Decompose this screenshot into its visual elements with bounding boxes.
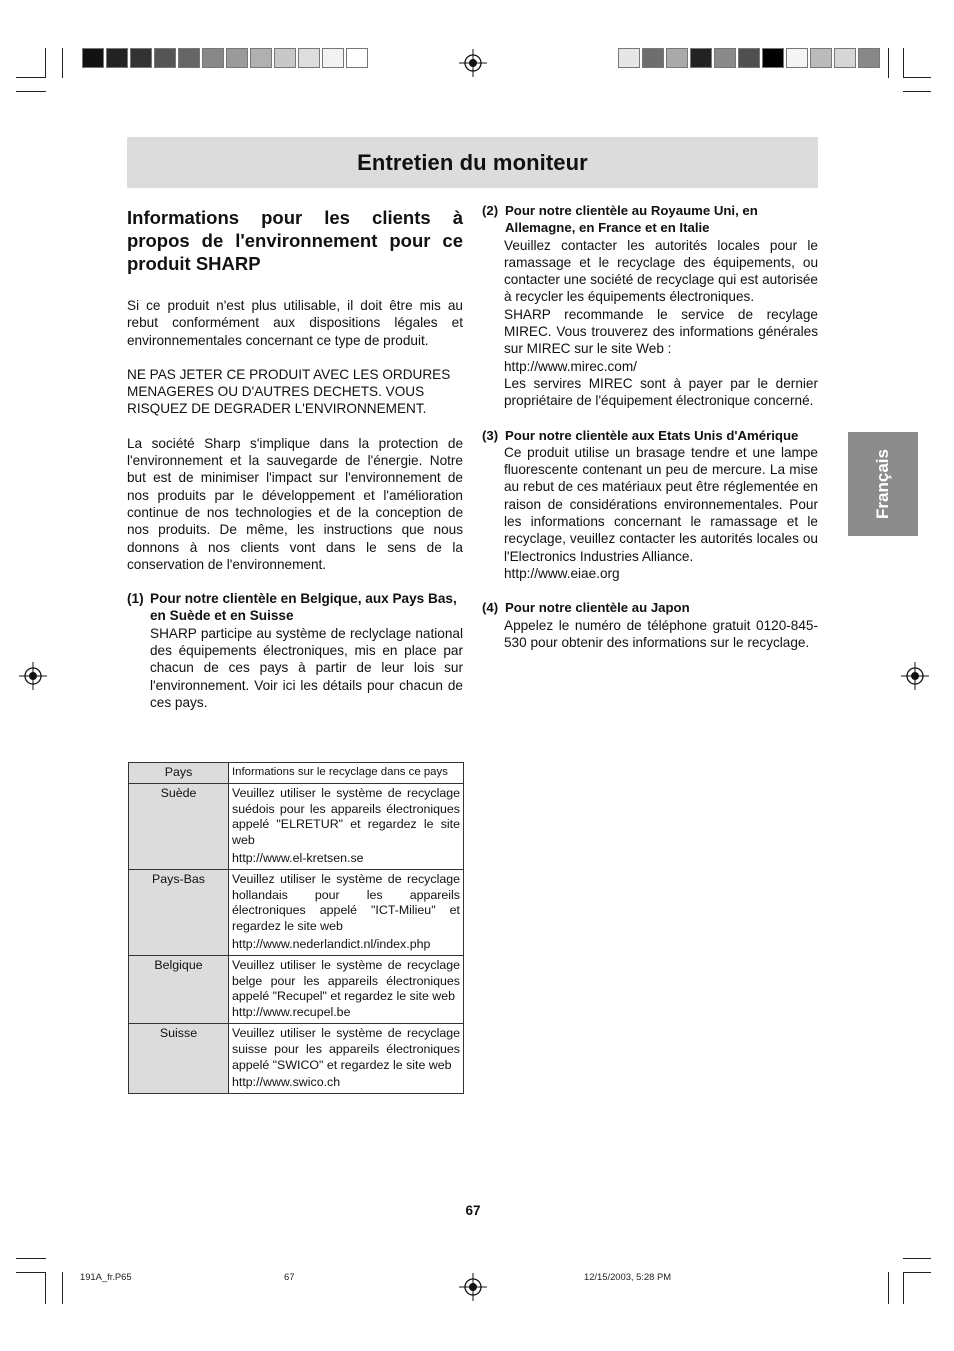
info-text: Veuillez utiliser le système de recyclage belge pour les appareils électroniques appelé "Recupel" et regardez le site web (232, 957, 460, 1004)
color-swatch (130, 48, 152, 68)
color-swatch (642, 48, 664, 68)
list-item-body (482, 237, 818, 410)
list-item-japan (482, 599, 818, 651)
list-item-uk-de-fr-it (482, 202, 818, 410)
footer-timestamp: 12/15/2003, 5:28 PM (584, 1271, 672, 1282)
registration-mark-icon (459, 49, 487, 77)
info-text: Veuillez utiliser le système de recyclage suédois pour les appareils électroniques appelé "ELRETUR" et regardez le site web (232, 785, 460, 848)
page-title-band (127, 137, 818, 188)
crop-mark (16, 77, 46, 78)
table-row (129, 955, 464, 1023)
color-swatch (178, 48, 200, 68)
color-swatch (834, 48, 856, 68)
right-column (482, 202, 818, 668)
list-item-europe-north (127, 590, 463, 711)
table-header-row (129, 763, 464, 784)
registration-mark-icon (19, 662, 47, 690)
color-swatch (618, 48, 640, 68)
column-header-country: Pays (129, 763, 229, 784)
body-text: SHARP recommande le service de recylage MIREC. Vous trouverez des informations générales sur MIREC sur le site Web : (504, 306, 818, 357)
recycling-table (128, 762, 464, 1094)
crop-mark (45, 48, 46, 78)
list-item-number: (2) (482, 203, 499, 218)
registration-mark-icon (901, 662, 929, 690)
body-url: http://www.mirec.com/ (504, 358, 637, 374)
column-header-info: Informations sur le recyclage dans ce pays (229, 763, 464, 784)
crop-mark (62, 1272, 63, 1304)
body-text: Les servires MIREC sont à payer par le dernier propriétaire de l'équipement électronique concerné. (504, 375, 818, 409)
country-cell: Suède (129, 783, 229, 869)
info-url: http://www.swico.ch (232, 1075, 341, 1090)
color-swatch (226, 48, 248, 68)
crop-mark (45, 1272, 46, 1304)
footer-page: 67 (284, 1271, 295, 1282)
info-cell (229, 955, 464, 1023)
list-item-usa (482, 427, 818, 583)
crop-mark (903, 48, 904, 78)
paragraph-warning: NE PAS JETER CE PRODUIT AVEC LES ORDURES MENAGERES OU D'AUTRES DECHETS. VOUS RISQUEZ DE DEGRADER L'ENVIRONNEMENT. (127, 366, 451, 417)
color-swatch (298, 48, 320, 68)
crop-mark (903, 91, 931, 92)
color-strip-right (618, 48, 882, 68)
color-swatch (690, 48, 712, 68)
crop-mark (903, 1258, 931, 1259)
color-swatch (106, 48, 128, 68)
crop-mark (16, 91, 46, 92)
info-text: Veuillez utiliser le système de recyclage suisse pour les appareils électroniques appelé "SWICO" et regardez le site web (232, 1025, 460, 1072)
color-swatch (202, 48, 224, 68)
registration-mark-icon (459, 1273, 487, 1301)
list-item-body (482, 444, 818, 582)
info-text: Veuillez utiliser le système de recyclage hollandais pour les appareils électroniques appelé "ICT-Milieu" et regardez le site web (232, 871, 460, 934)
info-cell (229, 869, 464, 955)
color-swatch (346, 48, 368, 68)
color-swatch (738, 48, 760, 68)
info-cell (229, 1023, 464, 1093)
color-swatch (786, 48, 808, 68)
table-row (129, 1023, 464, 1093)
left-column (127, 206, 463, 728)
list-item-number: (4) (482, 600, 499, 616)
color-swatch (762, 48, 784, 68)
color-swatch (666, 48, 688, 68)
color-strip-left (82, 48, 370, 68)
list-item-title: Pour notre clientèle en Belgique, aux Pays Bas, en Suède et en Suisse (150, 591, 457, 624)
body-url: http://www.eiae.org (504, 565, 620, 581)
paragraph-commitment: La société Sharp s'implique dans la protection de l'environnement et la sauvegarde de l'énergie. Notre but est de minimiser l'impact sur l'environnement de nos produits par le développement et l'amélioration continue de nos technologies et de la conception de nos produits. De même, les instructions que nous donnons à nos clients vont dans le sens de la conservation de l'environnement. (127, 435, 463, 572)
paragraph-disposal: Si ce produit n'est plus utilisable, il doit être mis au rebut conformément aux dispositions légales et environnementales concernant ce type de produit. (127, 298, 463, 348)
list-item-body: Appelez le numéro de téléphone gratuit 0120-845-530 pour obtenir des informations sur le recyclage. (504, 617, 818, 650)
body-text: Ce produit utilise un brasage tendre et une lampe fluorescente contenant un peu de mercure. La mise au rebut de ces matériaux peut être réglementée en raison de considérations environnementales. Pour les informations concernant le ramassage et le recyclage, veuillez contacter les autorités locales ou l'Electronics Industries Alliance. (504, 444, 818, 564)
country-cell: Suisse (129, 1023, 229, 1093)
country-cell: Belgique (129, 955, 229, 1023)
info-url: http://www.recupel.be (232, 1005, 351, 1020)
list-item-number: (3) (482, 427, 499, 443)
footer-file-name: 191A_fr.P65 (80, 1271, 132, 1282)
crop-mark (888, 1272, 889, 1304)
list-item-title: Pour notre clientèle au Japon (505, 600, 690, 616)
page-title: Entretien du moniteur (357, 149, 588, 175)
list-item-number: (1) (127, 591, 144, 607)
crop-mark (62, 48, 63, 78)
list-item-title: Pour notre clientèle aux Etats Unis d'Amérique (505, 427, 799, 443)
color-swatch (274, 48, 296, 68)
info-url: http://www.nederlandict.nl/index.php (232, 936, 431, 951)
section-heading: Informations pour les clients à propos de l'environnement pour ce produit SHARP (127, 207, 463, 274)
language-tab (848, 432, 918, 536)
color-swatch (714, 48, 736, 68)
crop-mark (888, 48, 889, 78)
color-swatch (322, 48, 344, 68)
table-row (129, 869, 464, 955)
country-cell: Pays-Bas (129, 869, 229, 955)
info-cell (229, 783, 464, 869)
list-item-body: SHARP participe au système de reclyclage national des équipements électroniques, mis en place par chacun de ces pays à partir de leur lois sur l'environnement. Voir ici les détails pour chacun de ces pays. (150, 625, 463, 710)
color-swatch (82, 48, 104, 68)
body-text: Veuillez contacter les autorités locales pour le ramassage et le recyclage des équipements, ou contacter une société de recyclage qui est autorisée à recycler les équipements électroniques. (504, 237, 818, 305)
language-tab-label: Français (873, 449, 892, 519)
crop-mark (903, 77, 931, 78)
color-swatch (250, 48, 272, 68)
crop-mark (16, 1272, 46, 1273)
page-number: 67 (465, 1203, 481, 1218)
list-item-title: Pour notre clientèle au Royaume Uni, en Allemagne, en France et en Italie (505, 203, 758, 236)
info-url: http://www.el-kretsen.se (232, 850, 364, 865)
table-row (129, 783, 464, 869)
crop-mark (903, 1272, 931, 1273)
crop-mark (903, 1272, 904, 1304)
color-swatch (858, 48, 880, 68)
color-swatch (810, 48, 832, 68)
color-swatch (154, 48, 176, 68)
crop-mark (16, 1258, 46, 1259)
